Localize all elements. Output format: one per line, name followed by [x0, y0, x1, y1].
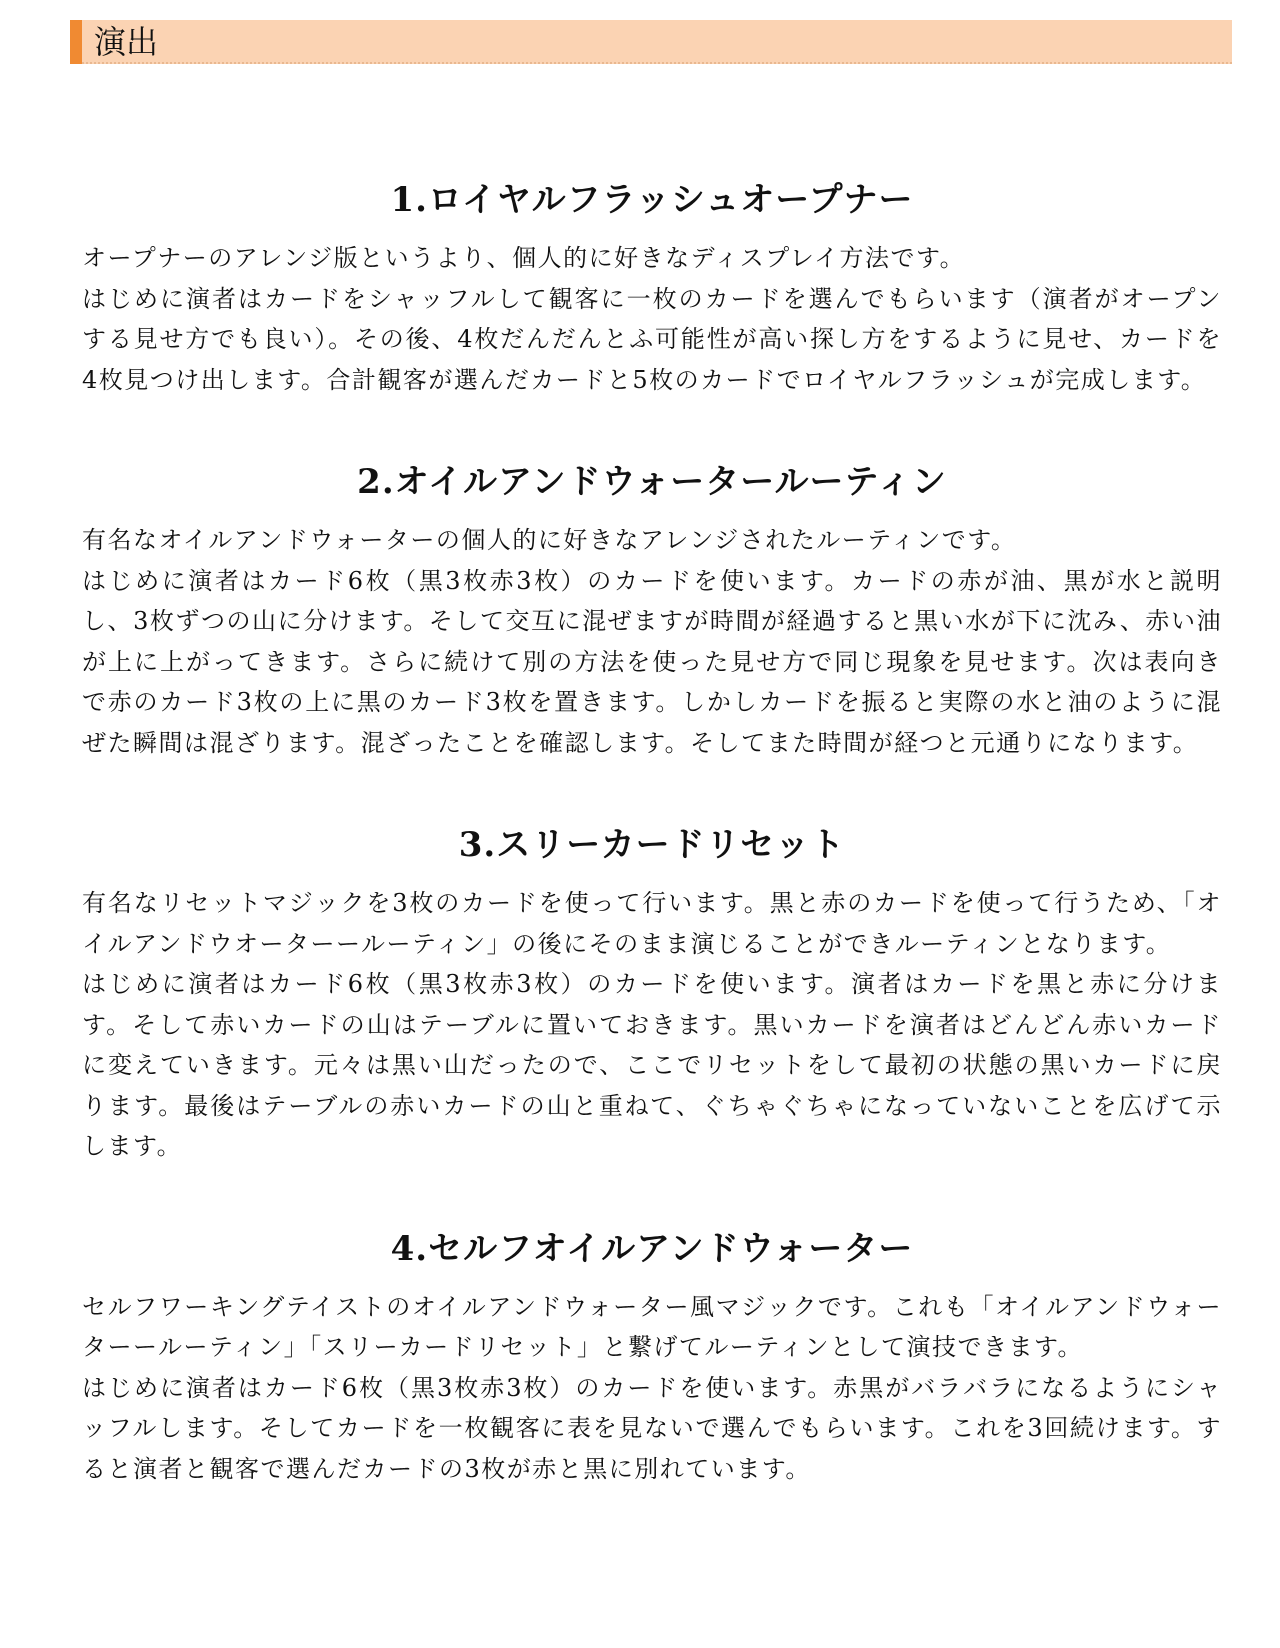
- routine-item-1: [82, 170, 1222, 400]
- routine-item-3: [82, 815, 1222, 1167]
- routine-paragraph: セルフワーキングテイストのオイルアンドウォーター風マジックです。これも「オイルアンドウォーターールーティン」「スリーカードリセット」と繋げてルーティンとして演技できます。: [82, 1292, 1222, 1361]
- routine-paragraph: はじめに演者はカード6枚（黒3枚赤3枚）のカードを使います。カードの赤が油、黒が水と説明し、3枚ずつの山に分けます。そして交互に混ぜますが時間が経過すると黒い水が下に沈み、赤い油が上に上がってきます。さらに続けて別の方法を使った見せ方で同じ現象を見せます。次は表向きで赤のカード3枚の上に黒のカード3枚を置きます。しかしカードを振ると実際の水と油のように混ぜた瞬間は混ざります。混ざったことを確認します。そしてまた時間が経つと元通りになります。: [82, 566, 1222, 757]
- header-accent-bar: [70, 20, 82, 64]
- routine-title: 3.スリーカードリセット: [458, 825, 846, 865]
- routine-paragraph: 有名なオイルアンドウォーターの個人的に好きなアレンジされたルーティンです。: [82, 526, 1017, 554]
- routine-paragraph: オープナーのアレンジ版というより、個人的に好きなディスプレイ方法です。: [82, 244, 966, 272]
- routine-paragraph: 有名なリセットマジックを3枚のカードを使って行います。黒と赤のカードを使って行うため、「オイルアンドウオーターールーティン」の後にそのまま演じることができルーティンとなります。: [82, 889, 1222, 958]
- routine-paragraph: はじめに演者はカードをシャッフルして観客に一枚のカードを選んでもらいます（演者がオープンする見せ方でも良い）。その後、4枚だんだんとふ可能性が高い探し方をするように見せ、カードを4枚見つけ出します。合計観客が選んだカードと5枚のカードでロイヤルフラッシュが完成します。: [82, 284, 1222, 394]
- routine-title: 2.オイルアンドウォータールーティン: [357, 462, 947, 502]
- routine-item-4: [82, 1219, 1222, 1490]
- section-header: [70, 20, 1232, 64]
- routine-title: 4.セルフオイルアンドウォーター: [390, 1228, 914, 1269]
- routine-paragraph: はじめに演者はカード6枚（黒3枚赤3枚）のカードを使います。赤黒がバラバラになるようにシャッフルします。そしてカードを一枚観客に表を見ないで選んでもらいます。これを3回続けます。すると演者と観客で選んだカードの3枚が赤と黒に別れています。: [82, 1373, 1222, 1483]
- section-title: 演出: [94, 23, 159, 61]
- routine-item-2: [82, 452, 1222, 763]
- routine-title: 1.ロイヤルフラッシュオープナー: [390, 180, 914, 220]
- content: [82, 170, 1222, 1489]
- routine-paragraph: はじめに演者はカード6枚（黒3枚赤3枚）のカードを使います。演者はカードを黒と赤に分けます。そして赤いカードの山はテーブルに置いておきます。黒いカードを演者はどんどん赤いカードに変えていきます。元々は黒い山だったので、ここでリセットをして最初の状態の黒いカードに戻ります。最後はテーブルの赤いカードの山と重ねて、ぐちゃぐちゃになっていないことを広げて示します。: [82, 970, 1222, 1160]
